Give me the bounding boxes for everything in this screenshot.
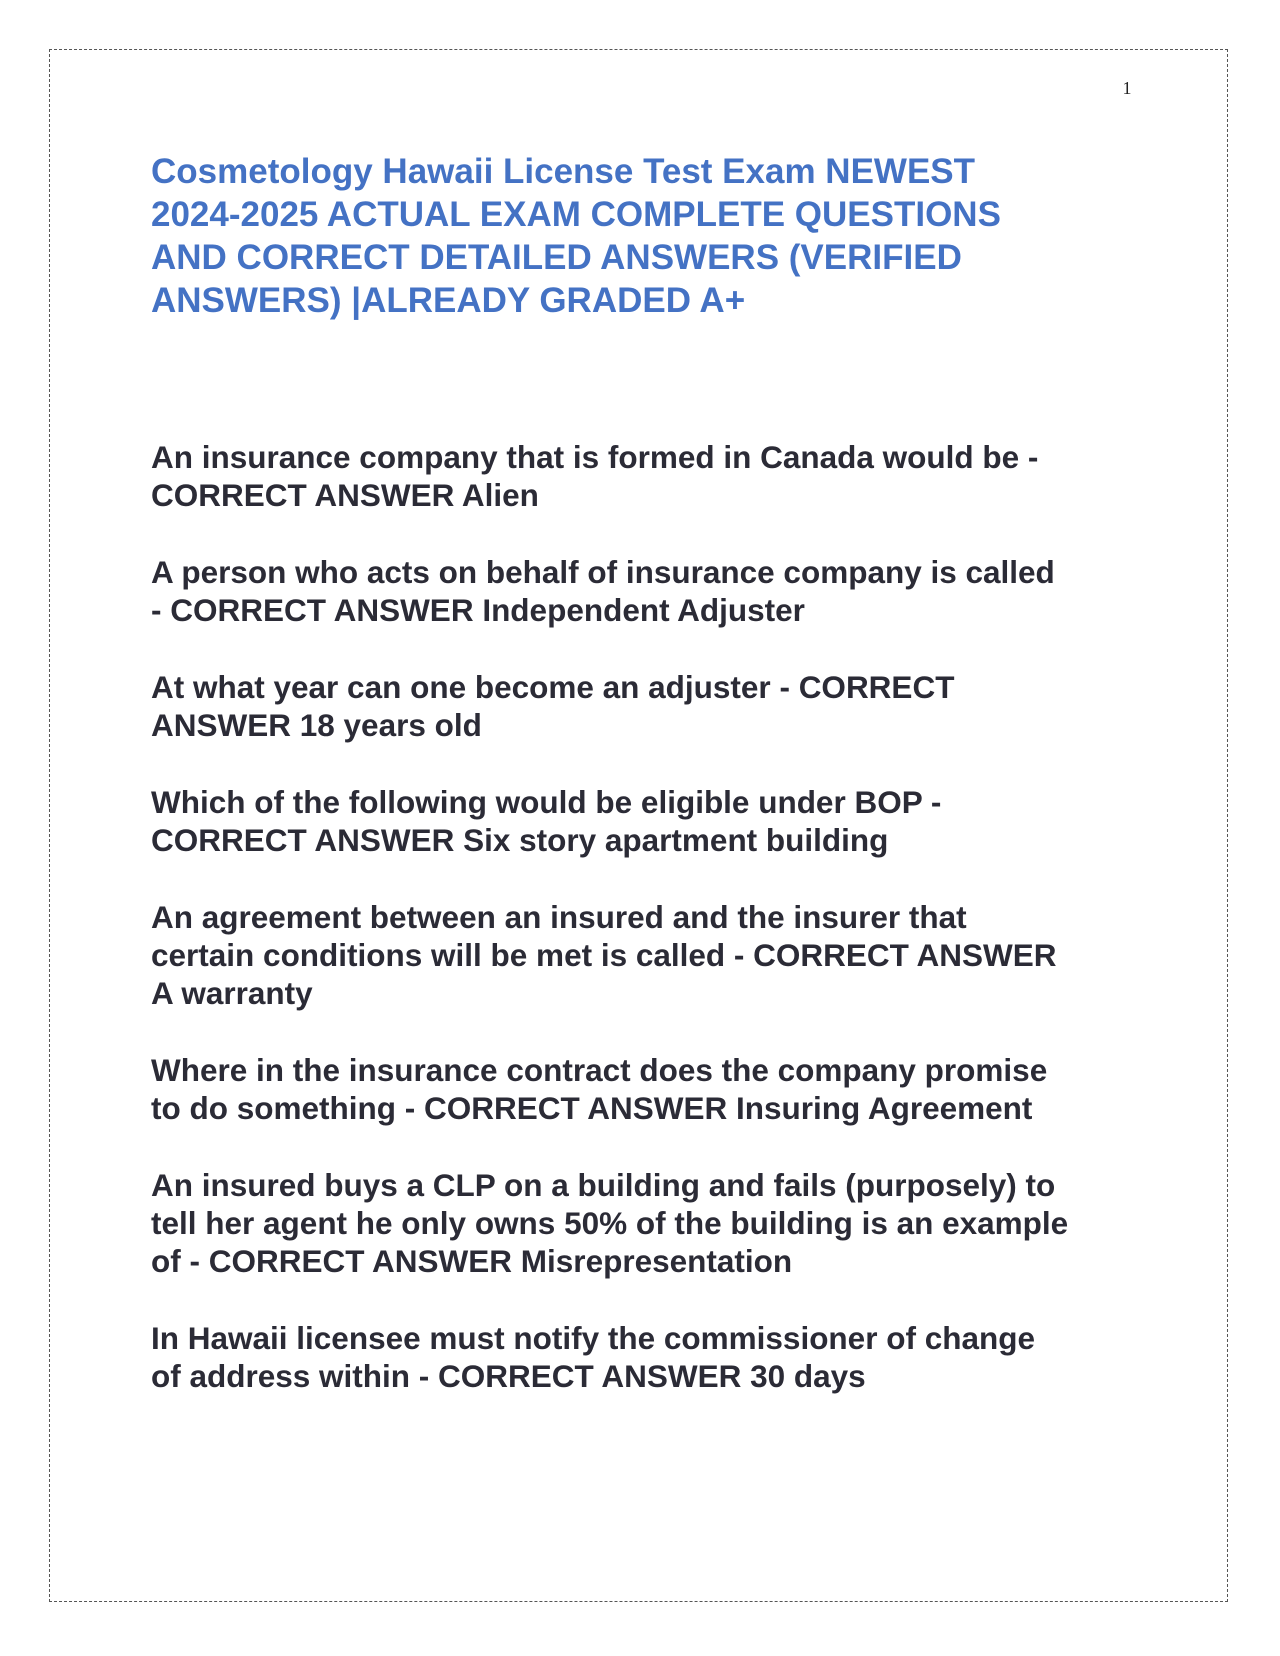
qa-item: An insurance company that is formed in Canada would be - CORRECT ANSWER Alien	[151, 439, 1039, 513]
document-title: Cosmetology Hawaii License Test Exam NEWEST 2024-2025 ACTUAL EXAM COMPLETE QUESTIONS AND CORRECT DETAILED ANSWERS (VERIFIED ANSWERS) |ALREADY GRADED A+	[151, 152, 1001, 320]
page-number: 1	[1122, 78, 1132, 98]
qa-item: Where in the insurance contract does the company promise to do something - CORRECT ANSWER Insuring Agreement	[151, 1052, 1048, 1126]
qa-item: An insured buys a CLP on a building and fails (purposely) to tell her agent he only owns 50% of the building is an example of - CORRECT ANSWER Misrepresentation	[151, 1167, 1069, 1279]
qa-item: A person who acts on behalf of insurance company is called - CORRECT ANSWER Independent Adjuster	[151, 554, 1055, 628]
qa-item: In Hawaii licensee must notify the commissioner of change of address within - CORRECT ANSWER 30 days	[151, 1320, 1035, 1394]
qa-item: Which of the following would be eligible under BOP - CORRECT ANSWER Six story apartment building	[151, 784, 942, 858]
qa-item: At what year can one become an adjuster - CORRECT ANSWER 18 years old	[151, 669, 955, 743]
qa-item: An agreement between an insured and the insurer that certain conditions will be met is called - CORRECT ANSWER A warranty	[151, 899, 1057, 1011]
qa-list	[151, 438, 1141, 1434]
